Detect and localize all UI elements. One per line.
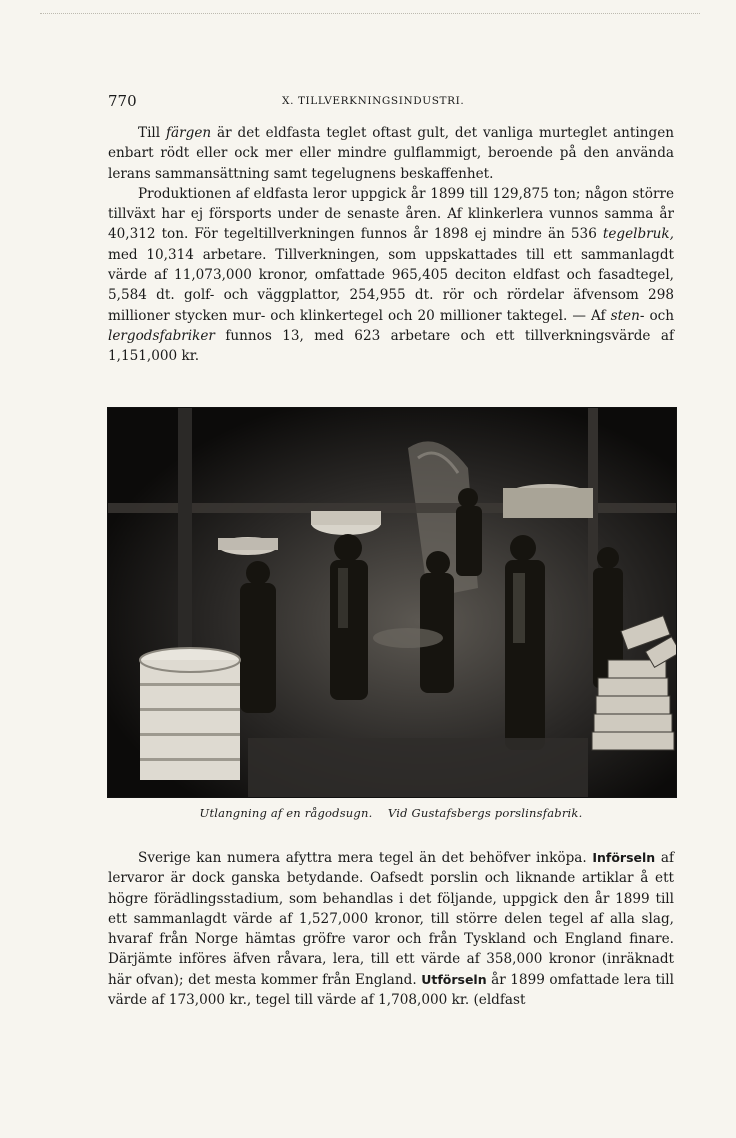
paragraph-color [108, 123, 674, 184]
italic-term-sten: sten- [610, 307, 645, 324]
text-run: och [644, 307, 675, 324]
lower-text-block [108, 848, 674, 1010]
caption-title: Utlangning af en rågodsugn. [199, 806, 373, 820]
text-run: af lervaror är dock ganska betydande. Oafsedt porslin och liknande artiklar å ett högre förädlingsstadium, som behandlas i det följande, uppgick den år 1899 till ett sammanlagdt värde af 1,527,000 kronor, till större delen tegel af alla slag, hvaraf från Norge hämtas gröfre varor och från Tyskland och England finare. Därjämte införes äfven råvara, lera, till ett värde af 358,000 kronor (inräknadt här ofvan); det mesta kommer från England. [108, 850, 674, 988]
italic-term-fargen: färgen [166, 125, 212, 141]
bold-term-inforseln: Införseln [592, 850, 656, 865]
figure-caption [108, 806, 674, 820]
upper-text-block [108, 123, 674, 367]
text-run: med 10,314 arbetare. Tillverkningen, som uppskattades till ett sammanlagdt värde af 11,073,000 kronor, omfattade 965,405 deciton eldfast och fasadtegel, 5,584 dt. golf- och väggplattor, 254,955 dt. rör och rördelar äfvensom 298 millioner stycken mur- och klinkertegel och 20 millioner taktegel. — Af [108, 246, 674, 324]
italic-term-lergodsfabriker: lergodsfabriker [108, 327, 215, 344]
running-title: X. TILLVERKNINGSINDUSTRI. [282, 95, 465, 107]
paragraph-trade [108, 848, 674, 1010]
text-run: Till [138, 125, 167, 141]
page-number: 770 [108, 92, 137, 110]
text-run: funnos 13, med 623 arbetare och ett tillverkningsvärde af 1,151,000 kr. [108, 327, 674, 365]
bold-term-utforseln: Utförseln [421, 971, 487, 987]
text-run: Sverige kan numera afyttra mera tegel än det behöfver inköpa. [138, 850, 593, 866]
text-run: Produktionen af eldfasta leror uppgick år 1899 till 129,875 ton; någon större tillväxt har ej försports under de senaste åren. Af klinkerlera vunnos samma år 40,312 ton. För tegeltillverkningen funnos år 1898 ej mindre än 536 [108, 185, 674, 243]
text-run: är det eldfasta teglet oftast gult, det vanliga murteglet antingen enbart rödt eller ock mer eller mindre gulflammigt, beroende på den använda lerans sammansättning samt tegelugnens beskaffenhet. [108, 125, 674, 182]
page-header [108, 92, 674, 112]
italic-term-tegelbruk: tegelbruk, [602, 226, 674, 243]
caption-source: Vid Gustafsbergs porslinsfabrik. [387, 806, 583, 820]
paragraph-production [108, 184, 674, 367]
text-run: år 1899 omfattade lera till värde af 173,000 kr., tegel till värde af 1,708,000 kr. (eldfast [108, 971, 674, 1009]
factory-photograph [107, 407, 677, 798]
scan-edge-line [40, 13, 700, 14]
